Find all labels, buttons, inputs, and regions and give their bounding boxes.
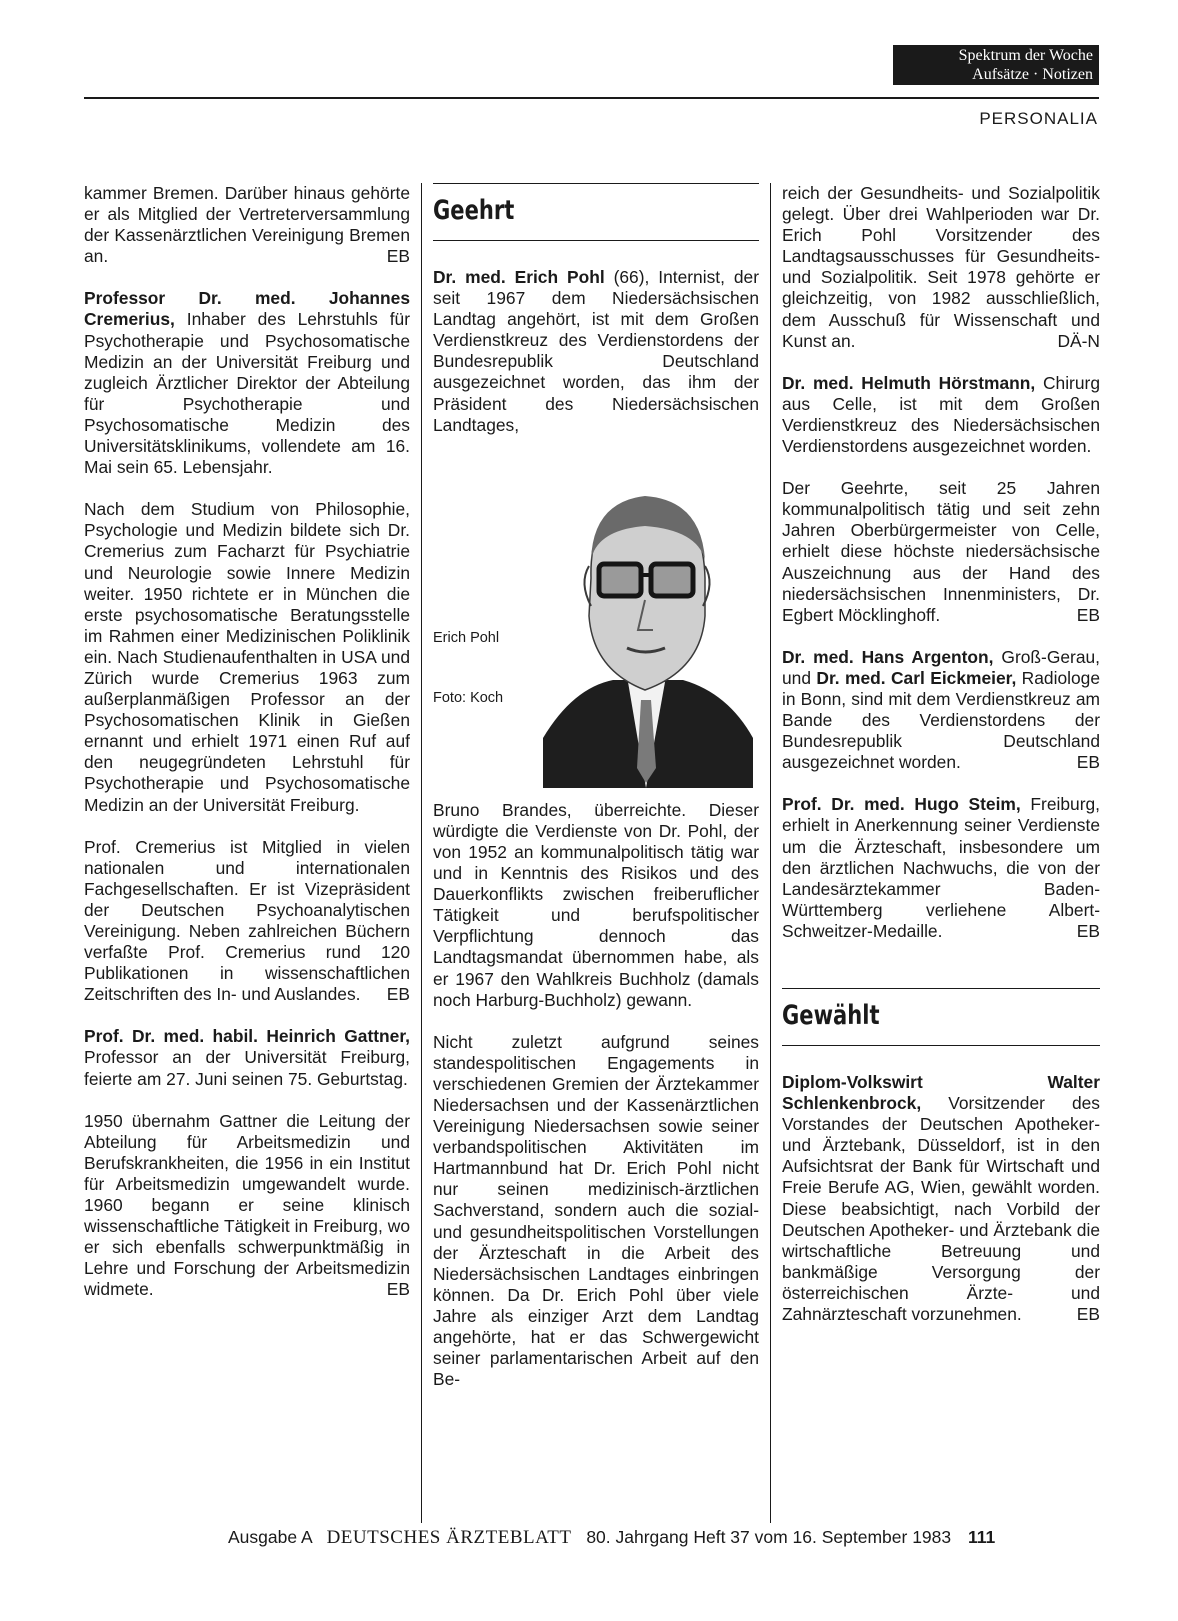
author-sign: EB [1076,920,1100,941]
issue-info: 80. Jahrgang Heft 37 vom 16. September 1983 [586,1527,952,1547]
author-sign: EB [386,984,410,1005]
author-sign: EB [1076,1304,1100,1325]
author-sign: EB [1076,752,1100,773]
photo-caption-credit: Foto: Koch [433,689,504,706]
person-name: Prof. Dr. med. habil. Heinrich Gattner, [84,1026,410,1047]
paragraph: Dr. med. Hans Argenton, Groß-Gerau, und Dr. med. Carl Eickmeier, Radiologe in Bonn, sind mit dem Verdienstkreuz am Bande des Verdienstordens der Bundesrepublik Deutschland ausgezeichnet worden. EB [782,646,1100,773]
paragraph: Prof. Dr. med. Hugo Steim, Freiburg, erhielt in Anerkennung seiner Verdienste um die Ärzteschaft, insbesondere um den ärztlichen Nachwuchs, die von der Landesärztekammer Baden-Württemberg verliehene Albert-Schweitzer-Medaille. EB [782,794,1100,941]
edition-label: Ausgabe A [228,1527,312,1547]
paragraph: Bruno Brandes, überreichte. Dieser würdigte die Verdienste von Dr. Pohl, der von 1952 an kommunalpolitisch tätig war und in Kenntnis des Risikos und des Dauerkonflikts zwischen freiberuflicher Tätigkeit und berufspolitischer Verpflichtung dennoch das Landtagsmandat übernommen habe, als er 1967 den Wahlkreis Buchholz (damals noch Harburg-Buchholz) gewann. [433,799,759,1010]
column-1 [84,183,410,1322]
person-name: Dr. med. Hans Argenton, [782,646,994,667]
paragraph: kammer Bremen. Darüber hinaus gehörte er als Mitglied der Vertreterversammlung der Kassenärztlichen Vereinigung Bremen an. EB [84,183,410,267]
paragraph: Professor Dr. med. Johannes Cremerius, Inhaber des Lehrstuhls für Psychotherapie und Psychosomatische Medizin an der Universität Freiburg und zugleich Ärztlicher Direktor der Abteilung für Psychotherapie und Psychosomatische Medizin des Universitätsklinikums, vollendete am 16. Mai sein 65. Lebensjahr. [84,288,410,478]
portrait-photo [533,448,759,788]
column-2 [433,183,759,1411]
heading-rule-bottom [433,240,759,241]
badge-line-1: Spektrum der Woche [958,47,1093,64]
paragraph: Diplom-Volkswirt Walter Schlenkenbrock, Vorsitzender des Vorstandes der Deutschen Apotheker- und Ärztebank, Düsseldorf, ist in den Aufsichtsrat der Bank für Wirtschaft und Freie Berufe AG, Wien, gewählt worden. Diese beabsichtigt, nach Vorbild der Deutschen Apotheker- und Ärztebank die wirtschaftliche Betreuung und bankmäßige Versorgung der österreichischen Ärzte- und Zahnärzteschaft vorzunehmen. EB [782,1072,1100,1325]
person-name: Dr. med. Helmuth Hörstmann, [782,372,1036,393]
section-heading-geehrt: Geehrt [433,195,515,226]
author-sign: EB [386,1279,410,1300]
paragraph: Nicht zuletzt aufgrund seines standespolitischen Engagements in verschiedenen Gremien der Ärztekammer Niedersachsen und der Kassenärztlichen Vereinigung Niedersachsen sowie seiner verbandspolitischen Aktivitäten im Hartmannbund hat Dr. Erich Pohl nicht nur seinen medizinisch-ärztlichen Sachverstand, sondern auch die sozial- und gesundheitspolitischen Vorstellungen der Ärzteschaft in die Arbeit des Niedersächsischen Landtages einbringen können. Da Dr. Erich Pohl über viele Jahre als einziger Arzt dem Landtag angehörte, hat er das Schwergewicht seiner parlamentarischen Arbeit auf den Be- [433,1031,759,1390]
paragraph: 1950 übernahm Gattner die Leitung der Abteilung für Arbeitsmedizin und Berufskrankheiten, die 1956 in ein Institut für Arbeitsmedizin umgewandelt wurde. 1960 begann er seine klinisch wissenschaftliche Tätigkeit in Freiburg, wo er sich ebenfalls schwerpunktmäßig in Lehre und Forschung der Arbeitsmedizin widmete. EB [84,1110,410,1300]
paragraph: Dr. med. Helmuth Hörstmann, Chirurg aus Celle, ist mit dem Großen Verdienstkreuz des Niedersächsischen Verdienstordens ausgezeichnet worden. [782,372,1100,457]
photo-block [433,448,759,788]
person-name: Prof. Dr. med. Hugo Steim, [782,794,1021,815]
section-badge [893,45,1099,85]
author-sign: EB [386,246,410,267]
header-rule [84,97,1099,99]
author-sign: DÄ-N [1057,330,1100,351]
page-footer [228,1527,995,1549]
paragraph: reich der Gesundheits- und Sozialpolitik gelegt. Über drei Wahlperioden war Dr. Erich Pohl Vorsitzender des Landtagsausschusses für Gesundheits- und Sozialpolitik. Seit 1978 gehörte er gleichzeitig, von 1982 ausschließlich, dem Ausschuß für Wissenschaft und Kunst an. DÄ-N [782,183,1100,351]
column-divider-1 [421,183,422,1523]
paragraph: Prof. Dr. med. habil. Heinrich Gattner, Professor an der Universität Freiburg, feierte am 27. Juni seinen 75. Geburtstag. [84,1026,410,1089]
paragraph: Der Geehrte, seit 25 Jahren kommunalpolitisch tätig und seit zehn Jahren Oberbürgermeister von Celle, erhielt diese höchste niedersächsische Auszeichnung aus der Hand des niedersächsischen Innenministers, Dr. Egbert Möcklinghoff. EB [782,478,1100,625]
person-name: Dr. med. Erich Pohl [433,267,605,287]
magazine-title: DEUTSCHES ÄRZTEBLATT [326,1527,572,1548]
photo-caption-name: Erich Pohl [433,629,500,646]
section-label: PERSONALIA [979,109,1098,128]
paragraph: Dr. med. Erich Pohl (66), Internist, der seit 1967 dem Niedersächsischen Landtag angehört, ist mit dem Großen Verdienstkreuz des Verdienstordens der Bundesrepublik Deutschland ausgezeichnet worden, das ihm der Präsident des Niedersächsischen Landtages, [433,267,759,435]
badge-line-2: Aufsätze · Notizen [972,66,1093,83]
person-name: Diplom-Volkswirt Walter Schlenkenbrock, [782,1072,1100,1114]
author-sign: EB [1076,604,1100,625]
paragraph: Nach dem Studium von Philosophie, Psychologie und Medizin bildete sich Dr. Cremerius zum Facharzt für Psychiatrie und Neurologie sowie Innere Medizin weiter. 1950 richtete er in München die erste psychosomatische Beratungsstelle im Rahmen einer Medizinischen Poliklinik ein. Nach Studienaufenthalten in USA und Zürich wurde Cremerius 1963 zum außerplanmäßigen Professor an der Psychosomatischen Klinik in Gießen ernannt und erhielt 1971 einen Ruf auf den neugegründeten Lehrstuhl für Psychotherapie und Psychosomatische Medizin an der Universität Freiburg. [84,499,410,815]
page-number: 111 [968,1527,996,1547]
section-heading-gewaehlt: Gewählt [782,1000,880,1031]
heading-rule-bottom [782,1045,1100,1046]
person-name: Professor Dr. med. Johannes Cremerius, [84,288,410,330]
paragraph: Prof. Cremerius ist Mitglied in vielen nationalen und internationalen Fachgesellschaften. Er ist Vizepräsident der Deutschen Psychoanalytischen Vereinigung. Neben zahlreichen Büchern verfaßte Prof. Cremerius rund 120 Publikationen in wissenschaftlichen Zeitschriften des In- und Auslandes. EB [84,836,410,1005]
column-3 [782,183,1100,1346]
person-name: Dr. med. Carl Eickmeier, [816,667,1017,688]
column-divider-2 [770,183,771,1523]
